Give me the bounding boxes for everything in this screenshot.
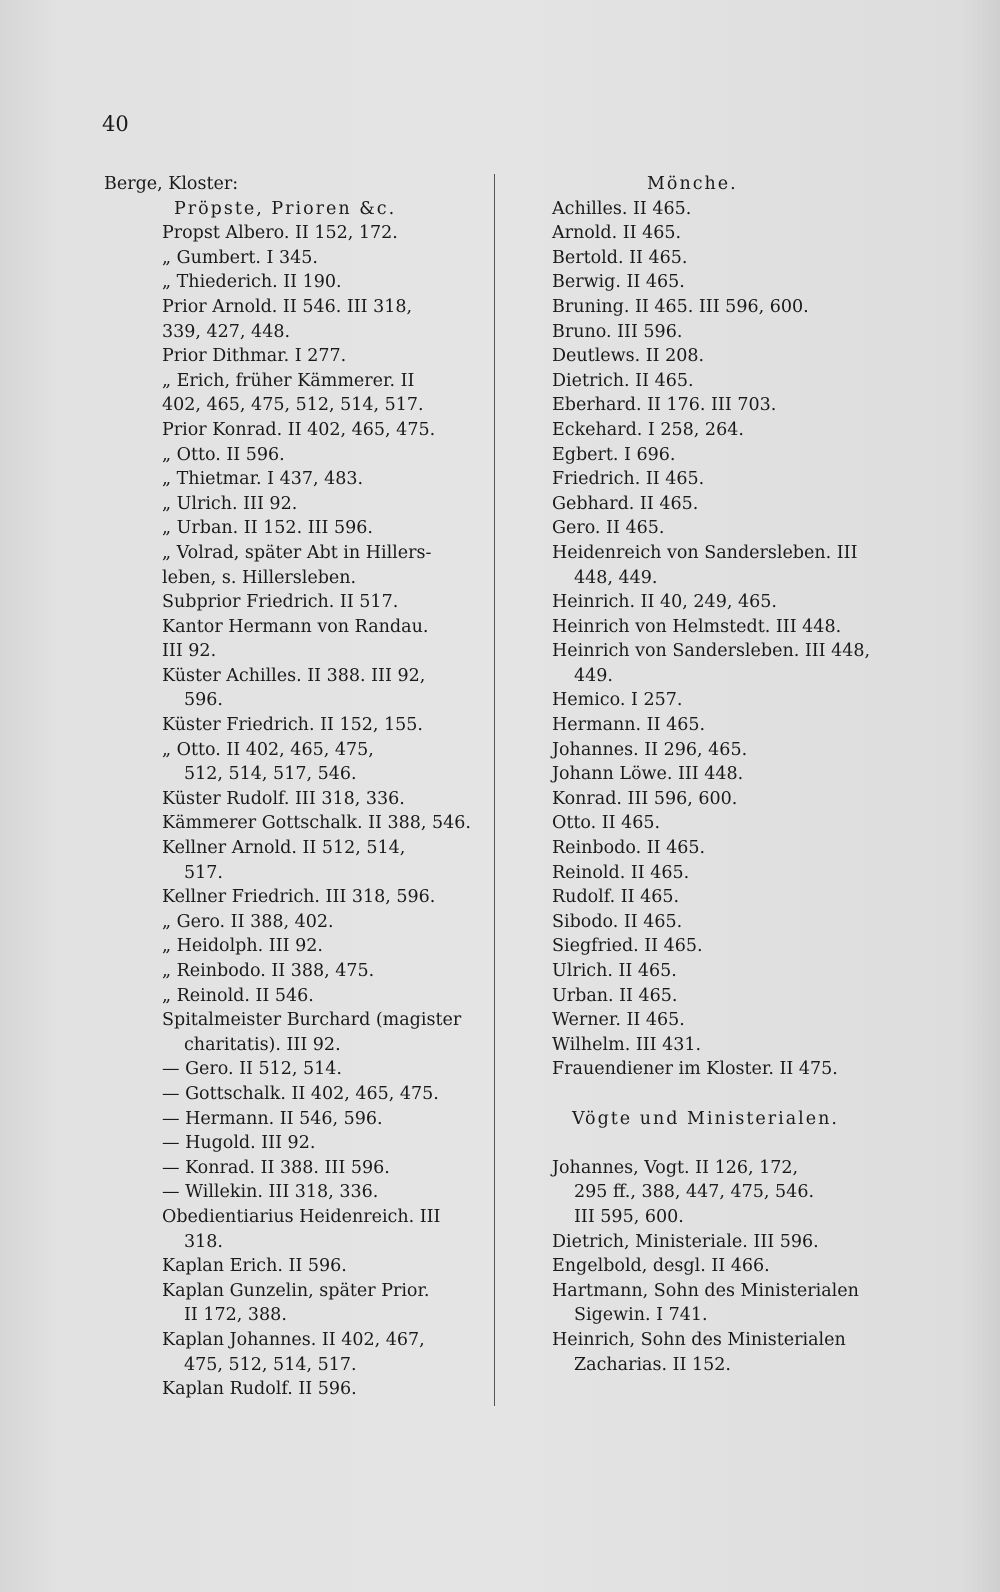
index-entry-line: Sigewin. I 741. (574, 1305, 708, 1326)
index-entry-line: Kaplan Johannes. II 402, 467, (162, 1329, 425, 1350)
section-heading: Pröpste, Prioren &c. (174, 198, 397, 219)
index-entry-line: Werner. II 465. (552, 1010, 685, 1031)
index-entry-line: 295 ff., 388, 447, 475, 546. (574, 1182, 815, 1203)
index-entry-line: Küster Friedrich. II 152, 155. (162, 715, 423, 736)
index-entry-line: „ Thietmar. I 437, 483. (162, 469, 364, 490)
index-entry-line: Rudolf. II 465. (552, 887, 680, 908)
index-entry-line: Urban. II 465. (552, 985, 678, 1006)
index-entry-line: Bruning. II 465. III 596, 600. (552, 296, 809, 317)
index-entry-line: Kaplan Rudolf. II 596. (162, 1379, 357, 1400)
index-entry-line: „ Gero. II 388, 402. (162, 911, 334, 932)
index-entry-line: 596. (184, 690, 223, 711)
index-entry-line: Eberhard. II 176. III 703. (552, 395, 777, 416)
index-entry-line: III 92. (162, 641, 217, 662)
index-entry-line: Sibodo. II 465. (552, 911, 683, 932)
index-entry-line: Reinold. II 465. (552, 862, 690, 883)
index-entry-line: Heidenreich von Sandersleben. III (552, 542, 858, 563)
index-entry-line: Kaplan Erich. II 596. (162, 1256, 347, 1277)
index-entry-line: Prior Dithmar. I 277. (162, 346, 347, 367)
index-entry-line: Kellner Arnold. II 512, 514, (162, 838, 406, 859)
index-entry-line: — Gottschalk. II 402, 465, 475. (162, 1083, 439, 1104)
index-entry-line: Wilhelm. III 431. (552, 1034, 702, 1055)
index-entry-line: Friedrich. II 465. (552, 469, 705, 490)
index-entry-line: Johann Löwe. III 448. (552, 764, 744, 785)
index-entry-line: 475, 512, 514, 517. (184, 1354, 357, 1375)
index-entry-line: Ulrich. II 465. (552, 961, 677, 981)
index-entry-line: Gero. II 465. (552, 518, 665, 539)
index-entry-line: 402, 465, 475, 512, 514, 517. (162, 395, 424, 416)
index-entry-line: Hemico. I 257. (552, 690, 683, 711)
column-divider (494, 174, 495, 1406)
index-entry-line: Berge, Kloster: (104, 174, 239, 194)
index-entry-line: Bruno. III 596. (552, 321, 683, 342)
index-entry-line: — Willekin. III 318, 336. (162, 1182, 379, 1203)
index-entry-line: Kellner Friedrich. III 318, 596. (162, 887, 436, 908)
index-entry-line: 448, 449. (574, 567, 658, 588)
right-column (552, 172, 892, 1377)
index-entry-line: Propst Albero. II 152, 172. (162, 223, 398, 244)
index-entry-line: Dietrich. II 465. (552, 370, 694, 391)
index-entry-line: Prior Arnold. II 546. III 318, (162, 296, 413, 317)
index-entry-line: 449. (574, 665, 613, 686)
index-entry-line: Siegfried. II 465. (552, 936, 703, 957)
index-entry-line: „ Ulrich. III 92. (162, 493, 298, 514)
section-heading: Vögte und Ministerialen. (572, 1108, 839, 1129)
index-entry-line: Küster Achilles. II 388. III 92, (162, 665, 426, 686)
index-entry-line: charitatis). III 92. (184, 1034, 341, 1055)
index-entry-line: „ Gumbert. I 345. (162, 247, 318, 268)
index-entry-line: Otto. II 465. (552, 813, 661, 834)
index-entry-line: „ Reinold. II 546. (162, 985, 314, 1006)
index-entry-line: Deutlews. II 208. (552, 346, 705, 367)
index-entry-line: Spitalmeister Burchard (magister (162, 1010, 462, 1031)
index-entry-line: — Gero. II 512, 514. (162, 1059, 342, 1080)
index-entry-line: Arnold. II 465. (552, 223, 682, 244)
left-column (104, 172, 484, 1402)
index-entry-line: Engelbold, desgl. II 466. (552, 1256, 770, 1277)
index-entry-line: Berwig. II 465. (552, 272, 685, 293)
blank-line (552, 1131, 892, 1156)
index-entry-line: Hartmann, Sohn des Ministerialen (552, 1280, 859, 1301)
index-entry-line: Bertold. II 465. (552, 247, 688, 268)
index-entry-line: Zacharias. II 152. (574, 1354, 731, 1375)
index-entry-line: Johannes, Vogt. II 126, 172, (552, 1157, 799, 1178)
index-entry-line: Kaplan Gunzelin, später Prior. (162, 1280, 430, 1301)
index-entry-line: 339, 427, 448. (162, 321, 291, 342)
index-entry-line: III 595, 600. (574, 1206, 684, 1227)
index-entry-line: Konrad. III 596, 600. (552, 788, 738, 809)
index-entry-line: Heinrich. II 40, 249, 465. (552, 592, 777, 613)
index-entry-line: — Hugold. III 92. (162, 1133, 316, 1154)
index-entry-line: Eckehard. I 258, 264. (552, 419, 744, 440)
index-entry-line: 517. (184, 862, 223, 883)
index-entry-line: Küster Rudolf. III 318, 336. (162, 788, 405, 809)
index-entry-line: „ Otto. II 402, 465, 475, (162, 739, 374, 760)
index-entry-line: Hermann. II 465. (552, 715, 706, 736)
index-entry-line: Kämmerer Gottschalk. II 388, 546. (162, 813, 471, 834)
index-entry-line: Johannes. II 296, 465. (552, 739, 748, 760)
index-entry-line: „ Reinbodo. II 388, 475. (162, 961, 375, 981)
index-entry-line: — Hermann. II 546, 596. (162, 1108, 383, 1129)
index-entry-line: „ Erich, früher Kämmerer. II (162, 370, 415, 391)
index-entry-line: Kantor Hermann von Randau. (162, 616, 429, 637)
index-entry-line: Heinrich von Helmstedt. III 448. (552, 616, 842, 637)
blank-line (552, 1082, 892, 1107)
index-entry-line: leben, s. Hillersleben. (162, 567, 357, 588)
index-entry-line: Heinrich, Sohn des Ministerialen (552, 1329, 846, 1350)
index-entry-line: „ Volrad, später Abt in Hillers- (162, 542, 432, 563)
index-entry-line: Dietrich, Ministeriale. III 596. (552, 1231, 819, 1252)
index-entry-line: Subprior Friedrich. II 517. (162, 592, 399, 613)
index-entry-line: Obedientiarius Heidenreich. III (162, 1206, 441, 1227)
index-entry-line: Achilles. II 465. (552, 198, 692, 219)
index-entry-line: „ Heidolph. III 92. (162, 936, 323, 957)
index-entry-line: Prior Konrad. II 402, 465, 475. (162, 419, 436, 440)
index-entry-line: „ Otto. II 596. (162, 444, 285, 465)
section-heading: Mönche. (647, 174, 738, 194)
index-entry-line: Egbert. I 696. (552, 444, 676, 465)
index-entry-line: II 172, 388. (184, 1305, 287, 1326)
index-entry-line: 512, 514, 517, 546. (184, 764, 357, 785)
index-entry-line: Heinrich von Sandersleben. III 448, (552, 641, 871, 662)
index-entry-line: Reinbodo. II 465. (552, 838, 706, 859)
index-entry-line: „ Thiederich. II 190. (162, 272, 342, 293)
index-entry-line: Gebhard. II 465. (552, 493, 699, 514)
index-entry-line: „ Urban. II 152. III 596. (162, 518, 373, 539)
index-entry-line: Frauendiener im Kloster. II 475. (552, 1059, 838, 1080)
index-entry-line: — Konrad. II 388. III 596. (162, 1157, 390, 1178)
page-number: 40 (102, 112, 129, 136)
index-entry-line: 318. (184, 1231, 223, 1252)
